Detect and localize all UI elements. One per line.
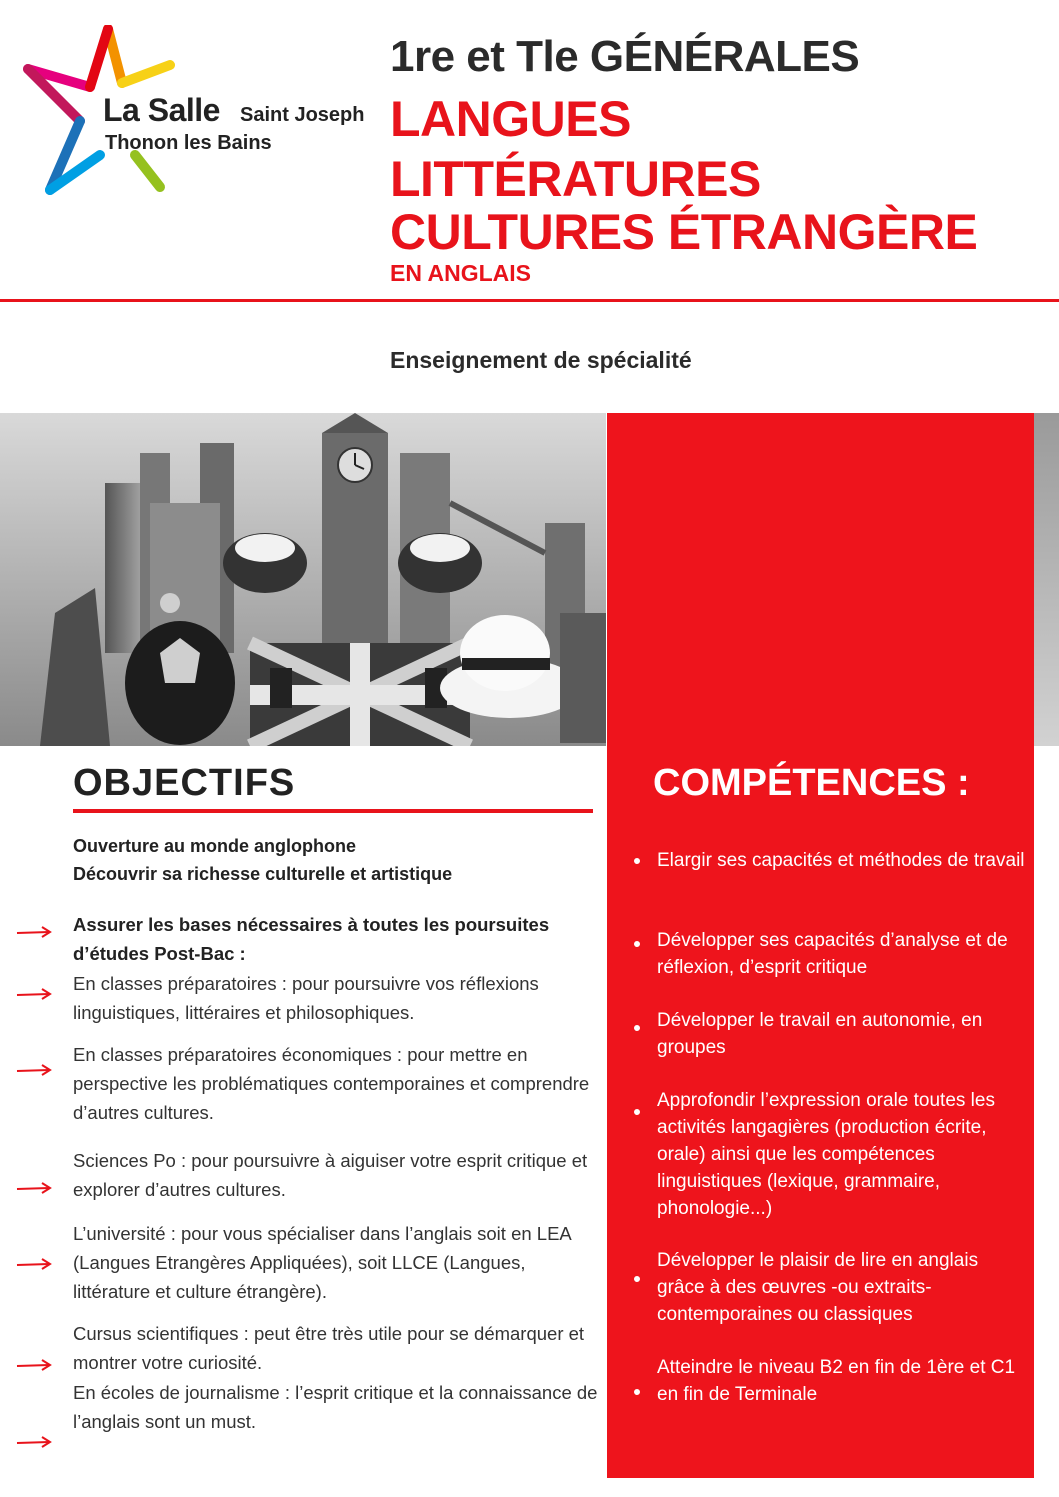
competence-item: Approfondir l’expression orale toutes les activités langagières (production écrite, orale) ainsi que les compétences linguistiques (lexique, grammaire, phonologie...)	[657, 1090, 995, 1219]
logo-text-saint-joseph: Saint Joseph	[240, 104, 365, 126]
arrow-right-icon	[15, 987, 53, 1001]
arrow-right-icon	[15, 1257, 53, 1271]
bullet-icon	[634, 1025, 640, 1031]
title-line-3: CULTURES ÉTRANGÈRE	[390, 204, 978, 260]
bullet-icon	[634, 1389, 640, 1395]
bullet-icon	[634, 941, 640, 947]
competence-item: Elargir ses capacités et méthodes de travail	[657, 850, 1025, 871]
objectifs-underline	[73, 809, 593, 813]
competence-item: Développer le plaisir de lire en anglais grâce à des œuvres -ou extraits- contemporaines ou classiques	[657, 1250, 979, 1325]
title-subtitle: EN ANGLAIS	[390, 260, 531, 286]
logo-text-thonon: Thonon les Bains	[105, 132, 272, 154]
specialty-label: Enseignement de spécialité	[390, 347, 692, 373]
arrow-right-icon	[15, 1181, 53, 1195]
arrow-right-icon	[15, 925, 53, 939]
objectif-sciences-po: Sciences Po : pour poursuivre à aiguiser votre esprit critique et explorer d’autres cultures.	[73, 1150, 588, 1200]
arrow-right-icon	[15, 1435, 53, 1449]
objectif-journalisme: En écoles de journalisme : l’esprit critique et la connaissance de l’anglais sont un must.	[73, 1382, 598, 1432]
objectif-prepa-eco: En classes préparatoires économiques : pour mettre en perspective les problématiques contemporaines et comprendre d’autres cultures.	[73, 1044, 590, 1123]
title-line-2: LITTÉRATURES	[390, 151, 761, 207]
objectifs-title: OBJECTIFS	[73, 762, 296, 804]
bullet-icon	[634, 1276, 640, 1282]
london-collage-image	[0, 413, 606, 746]
competences-title: COMPÉTENCES :	[653, 762, 970, 804]
objectif-discover: Découvrir sa richesse culturelle et artistique	[73, 864, 453, 884]
level-heading: 1re et Tle GÉNÉRALES	[390, 32, 860, 81]
bullet-icon	[634, 1109, 640, 1115]
title-line-1: LANGUES	[390, 91, 631, 147]
arrow-right-icon	[15, 1063, 53, 1077]
objectif-universite: L’université : pour vous spécialiser dans l’anglais soit en LEA (Langues Etrangères Appliquées), soit LLCE (Langues, littérature et culture étrangère).	[73, 1223, 571, 1302]
bullet-icon	[634, 858, 640, 864]
competence-item: Développer ses capacités d’analyse et de réflexion, d’esprit critique	[657, 930, 1008, 978]
competence-item: Atteindre le niveau B2 en fin de 1ère et C1 en fin de Terminale	[657, 1357, 1016, 1405]
competence-item: Développer le travail en autonomie, en groupes	[657, 1010, 983, 1058]
arrow-right-icon	[15, 1358, 53, 1372]
logo-text-la-salle: La Salle	[103, 92, 220, 128]
objectif-prepa: En classes préparatoires : pour poursuivre vos réflexions linguistiques, littéraires et philosophiques.	[73, 973, 539, 1023]
objectif-scientifique: Cursus scientifiques : peut être très utile pour se démarquer et montrer votre curiosité.	[73, 1323, 585, 1373]
objectif-opening: Ouverture au monde anglophone	[73, 836, 357, 856]
header-divider	[0, 299, 1059, 302]
objectif-assurer: Assurer les bases nécessaires à toutes les poursuites d’études Post-Bac :	[73, 914, 550, 964]
decorative-strip	[1034, 413, 1059, 746]
